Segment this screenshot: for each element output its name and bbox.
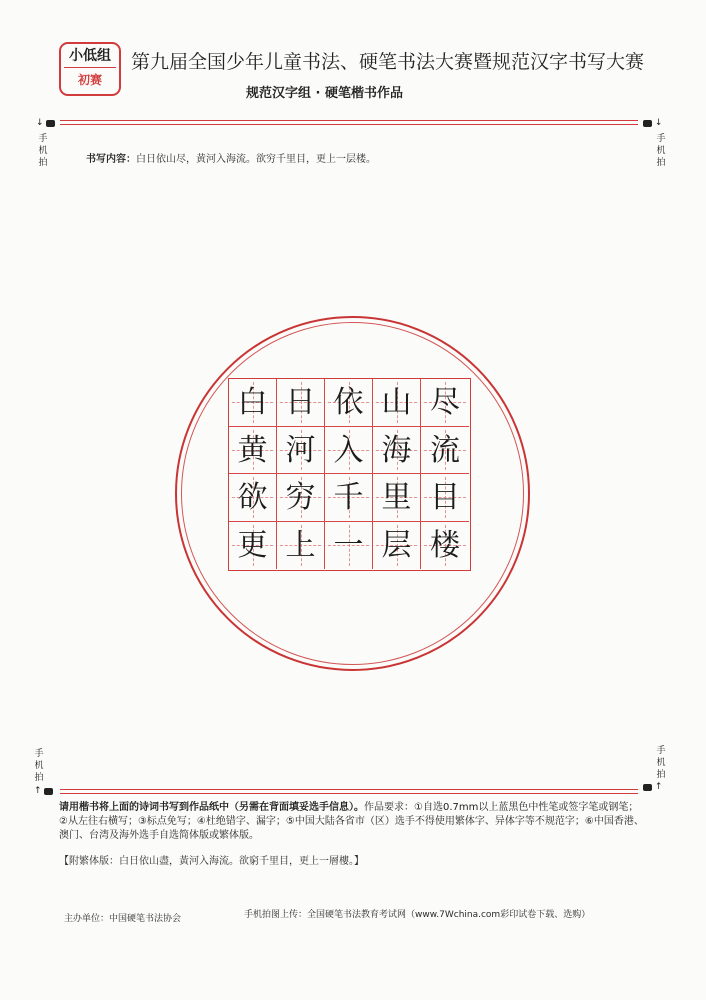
tian-zi-grid: [229, 379, 469, 569]
bottom-left-phone-marker: [34, 786, 53, 797]
grid-cell: [373, 427, 421, 475]
top-right-phone-marker: [643, 118, 662, 129]
grid-cell: [277, 379, 325, 427]
organizer-text: 主办单位：中国硬笔书法协会: [64, 914, 182, 924]
traditional-version-note: 【附繁体版：白日依山盡，黃河入海流。欲窮千里目，更上一層樓。】: [59, 856, 364, 867]
camera-icon: [44, 788, 53, 795]
grid-character: 欲: [237, 480, 268, 515]
camera-icon: [46, 120, 55, 127]
grid-character: 河: [285, 432, 316, 468]
writing-content-label: 书写内容：: [86, 154, 136, 165]
grid-character: 千: [333, 480, 364, 515]
grid-character: 尽: [430, 385, 460, 420]
grid-character: 楼: [430, 527, 460, 563]
bottom-red-rule: [60, 789, 638, 794]
camera-icon: [643, 120, 652, 127]
grid-character: 入: [333, 432, 364, 468]
writing-content: [86, 150, 376, 165]
grid-character: 山: [381, 385, 412, 420]
camera-icon: [643, 784, 652, 791]
grid-cell: [325, 427, 373, 475]
bottom-left-phone-label: 手机拍: [34, 749, 44, 783]
top-left-phone-label: 手机拍: [38, 134, 48, 168]
badge-group-name: 小低组: [69, 48, 111, 64]
grid-cell: [229, 474, 277, 522]
grid-character: 流: [430, 432, 460, 468]
requirements-list: 作品要求：①自选0.7mm以上蓝黑色中性笔或签字笔或钢笔；②从左往右横写；③标点免写；④杜绝错字、漏字；⑤中国大陆各省市（区）选手不得使用繁体字、异体字等不规范字；⑥中国香港、澳门、台湾及海外选手自选简体版或繁体版。: [59, 802, 644, 841]
grid-cell: [421, 522, 469, 570]
grid-cell: [325, 522, 373, 570]
grid-character: 层: [381, 527, 412, 563]
grid-row: [229, 427, 469, 475]
grid-cell: [277, 522, 325, 570]
grid-cell: [325, 379, 373, 427]
grid-character: 日: [285, 385, 316, 420]
grid-cell: [277, 474, 325, 522]
grid-cell: [229, 427, 277, 475]
grid-character: 一: [333, 527, 364, 563]
grid-cell: [421, 379, 469, 427]
upload-info-text: 手机拍图上传：全国硬笔书法教育考试网（www.7Wchina.com彩印试卷下载、选购）: [244, 910, 591, 920]
grid-cell: [373, 474, 421, 522]
writing-grid: [228, 378, 471, 571]
grid-row: [229, 379, 469, 427]
badge-round-name: 初赛: [77, 73, 102, 87]
requirements-lead: 请用楷书将上面的诗词书写到作品纸中（另需在背面填妥选手信息）。: [59, 802, 364, 813]
grid-character: 黄: [237, 432, 268, 468]
grid-character: 目: [430, 480, 460, 515]
bottom-right-phone-marker: [643, 782, 662, 793]
group-badge: [59, 42, 121, 96]
grid-cell: [421, 474, 469, 522]
grid-cell: [421, 427, 469, 475]
top-right-phone-label: 手机拍: [656, 134, 666, 168]
grid-character: 依: [333, 385, 364, 420]
page-subtitle: 规范汉字组 · 硬笔楷书作品: [246, 86, 403, 101]
grid-cell: [229, 379, 277, 427]
arrow-up-icon: ↑: [34, 786, 42, 796]
grid-character: 海: [381, 432, 412, 468]
bottom-right-phone-label: 手机拍: [656, 746, 666, 780]
arrow-down-icon: ↓: [654, 118, 663, 128]
grid-character: 里: [381, 480, 412, 515]
grid-row: [229, 474, 469, 522]
arrow-up-icon: ↑: [654, 782, 663, 792]
grid-character: 白: [237, 385, 268, 420]
grid-row: [229, 522, 469, 570]
grid-cell: [373, 379, 421, 427]
top-red-rule: [60, 120, 638, 125]
grid-character: 更: [237, 527, 268, 563]
top-left-phone-marker: [36, 118, 55, 129]
grid-cell: [229, 522, 277, 570]
grid-cell: [373, 522, 421, 570]
requirements-text: [59, 801, 644, 843]
grid-character: 上: [285, 527, 316, 563]
badge-divider: [64, 67, 116, 68]
grid-character: 穷: [285, 480, 316, 515]
grid-cell: [277, 427, 325, 475]
page-title: 第九届全国少年儿童书法、硬笔书法大赛暨规范汉字书写大赛: [131, 51, 645, 73]
grid-cell: [325, 474, 373, 522]
writing-content-text: 白日依山尽，黄河入海流。欲穷千里目，更上一层楼。: [136, 154, 376, 165]
arrow-down-icon: ↓: [36, 118, 44, 128]
